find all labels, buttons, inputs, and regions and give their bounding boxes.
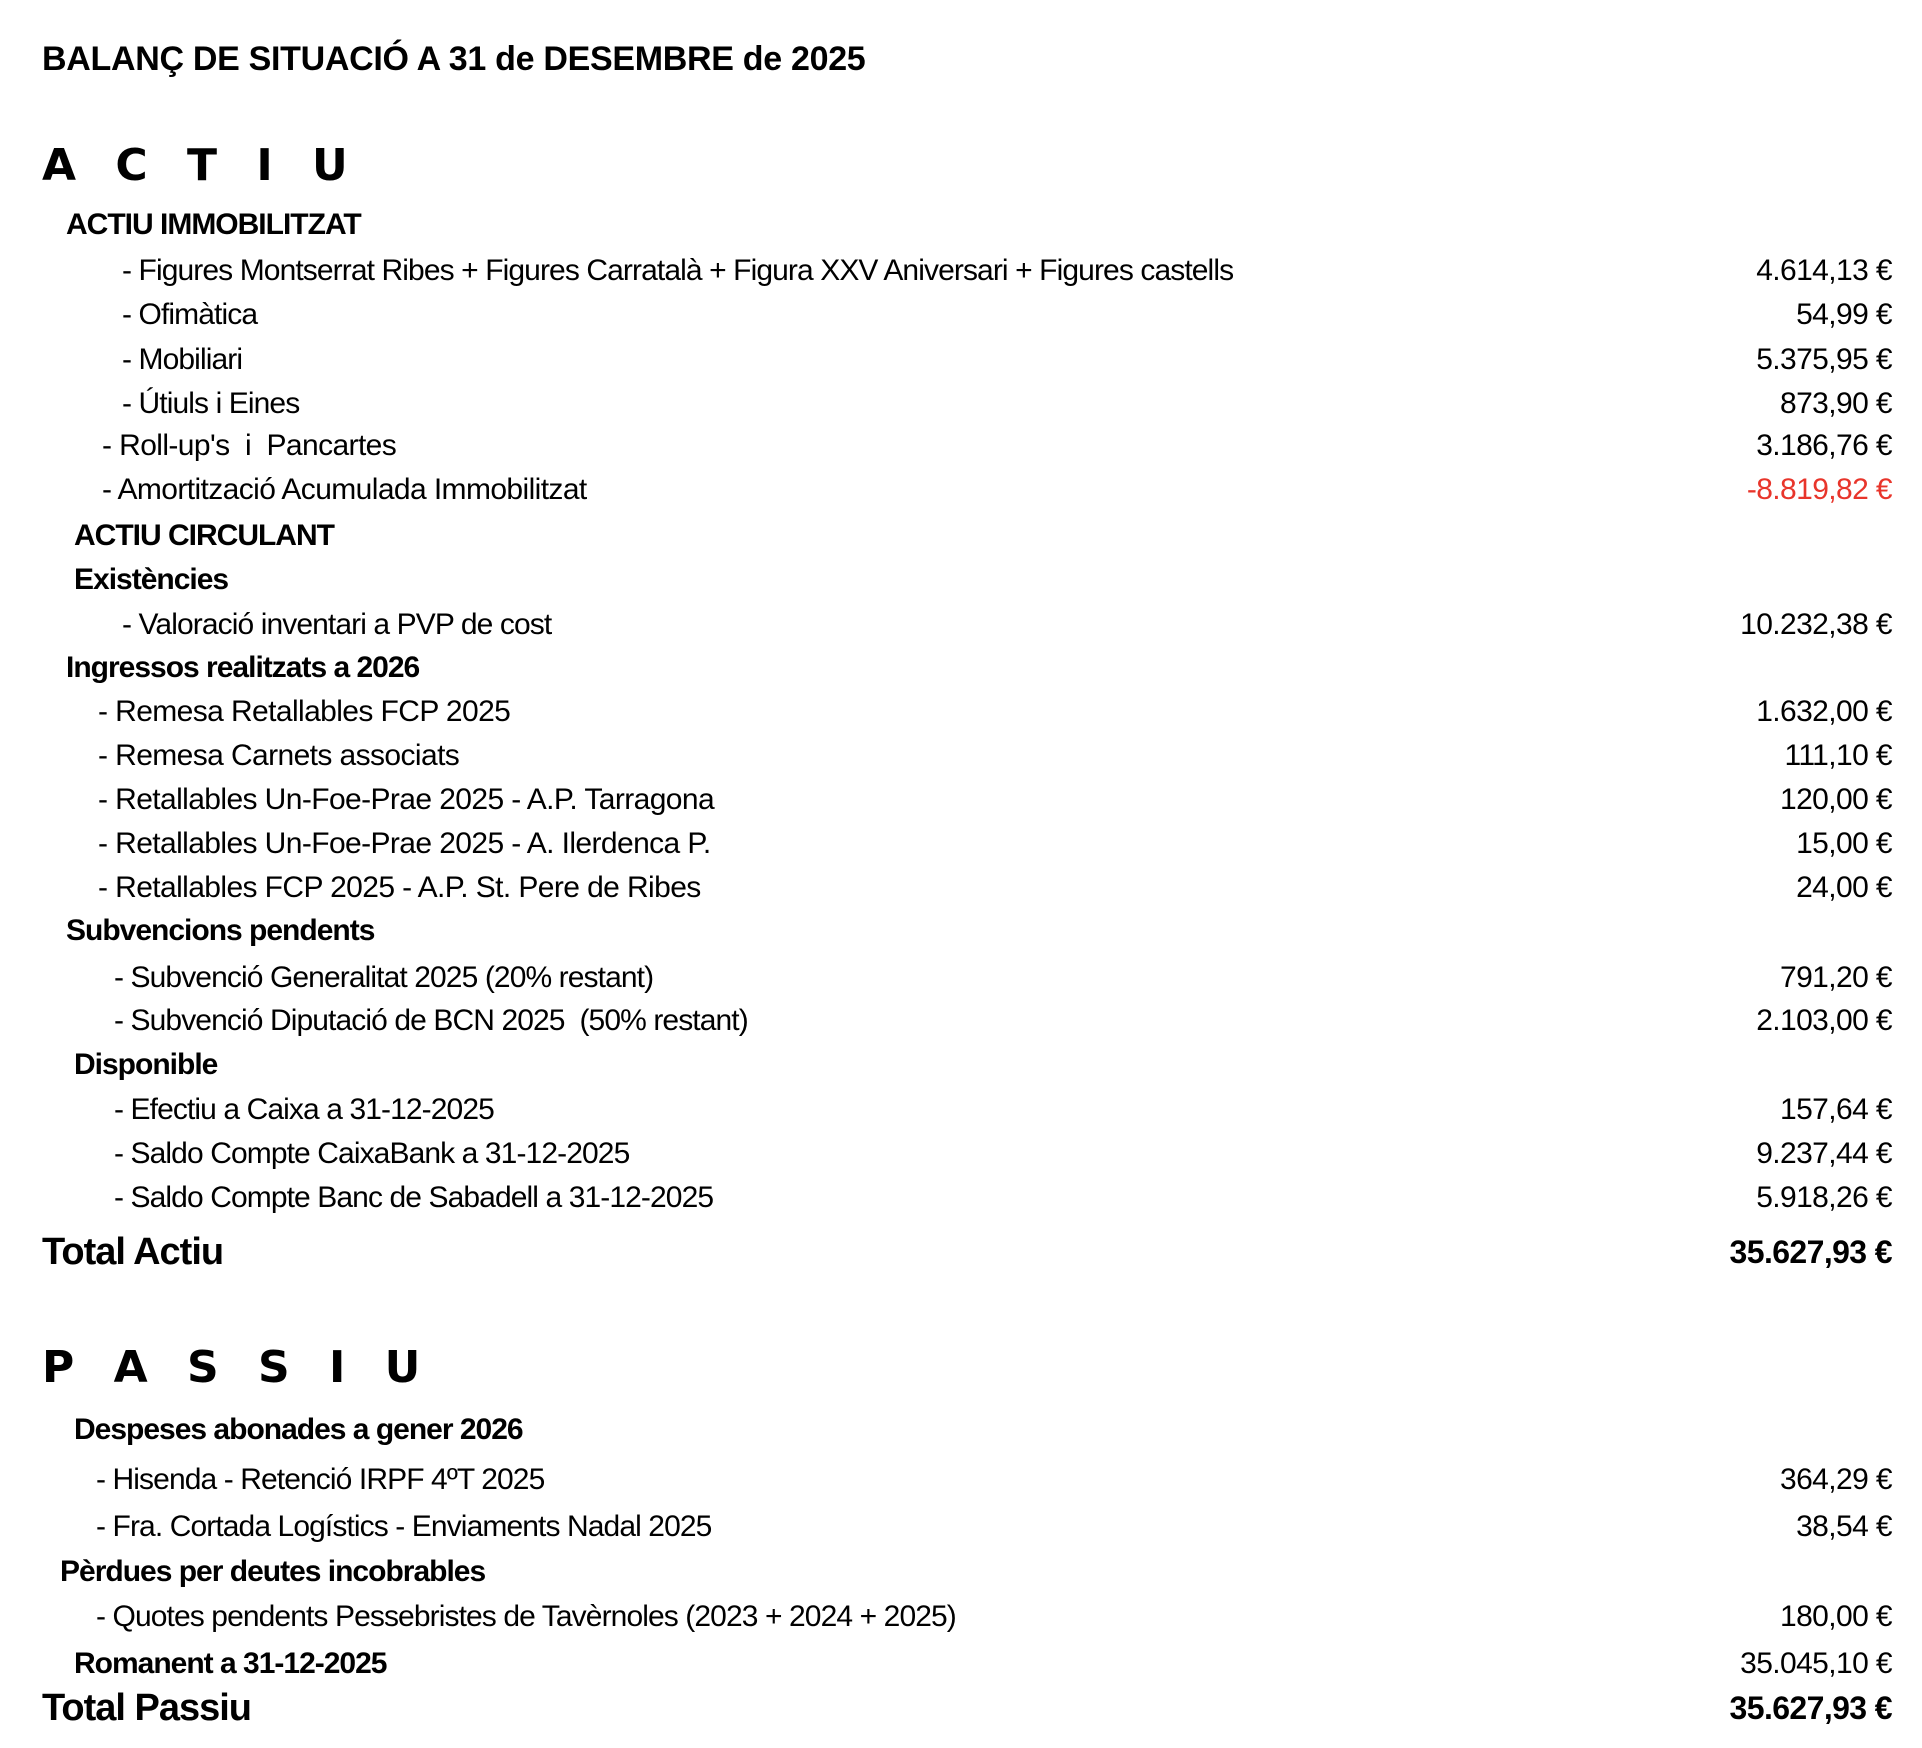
line-item bbox=[0, 1090, 1922, 1130]
total-actiu-amount: 35.627,93 € bbox=[1729, 1234, 1892, 1270]
line-item-amount: 1.632,00 € bbox=[1756, 695, 1892, 728]
line-item-amount: 24,00 € bbox=[1796, 871, 1892, 904]
line-item bbox=[0, 736, 1922, 776]
total-passiu-amount: 35.627,93 € bbox=[1729, 1690, 1892, 1726]
line-item-label: - Retallables FCP 2025 - A.P. St. Pere de Ribes bbox=[98, 871, 701, 904]
line-item bbox=[0, 1001, 1922, 1041]
line-item-amount: 4.614,13 € bbox=[1756, 254, 1892, 287]
line-item bbox=[0, 384, 1922, 424]
line-item bbox=[0, 251, 1922, 291]
total-actiu-label: Total Actiu bbox=[42, 1231, 224, 1273]
group-label: ACTIU CIRCULANT bbox=[74, 519, 334, 552]
line-item-label: - Útiuls i Eines bbox=[122, 387, 300, 420]
line-item-amount: 873,90 € bbox=[1780, 387, 1892, 420]
group-label: Pèrdues per deutes incobrables bbox=[60, 1555, 486, 1588]
line-item-amount: 3.186,76 € bbox=[1756, 429, 1892, 462]
total-passiu-row bbox=[0, 1688, 1922, 1728]
line-item-label: - Quotes pendents Pessebristes de Tavèrnoles (2023 + 2024 + 2025) bbox=[96, 1600, 956, 1633]
group-header-perdues bbox=[0, 1552, 1922, 1592]
document-title: BALANÇ DE SITUACIÓ A 31 de DESEMBRE de 2025 bbox=[42, 40, 866, 78]
line-item bbox=[0, 605, 1922, 645]
subgroup-header-subvencions bbox=[0, 911, 1922, 951]
line-item-amount: 2.103,00 € bbox=[1756, 1004, 1892, 1037]
line-item-label: - Retallables Un-Foe-Prae 2025 - A.P. Tarragona bbox=[98, 783, 715, 816]
line-item bbox=[0, 470, 1922, 510]
group-header-actiu-circulant bbox=[0, 516, 1922, 556]
passiu-heading: P A S S I U bbox=[42, 1342, 433, 1393]
subgroup-label: Ingressos realitzats a 2026 bbox=[66, 651, 420, 684]
line-item-label: - Subvenció Diputació de BCN 2025 (50% restant) bbox=[114, 1004, 748, 1037]
group-label: ACTIU IMMOBILITZAT bbox=[66, 208, 361, 241]
line-item-amount: 157,64 € bbox=[1780, 1093, 1892, 1126]
line-item-label: - Saldo Compte Banc de Sabadell a 31-12-2025 bbox=[114, 1181, 714, 1214]
actiu-heading: A C T I U bbox=[42, 140, 360, 191]
line-item-amount: 364,29 € bbox=[1780, 1463, 1892, 1496]
line-item-label: - Remesa Carnets associats bbox=[98, 739, 460, 772]
line-item-label: - Retallables Un-Foe-Prae 2025 - A. Ilerdenca P. bbox=[98, 827, 711, 860]
romanent-row bbox=[0, 1644, 1922, 1684]
total-actiu-row bbox=[0, 1232, 1922, 1272]
line-item bbox=[0, 1178, 1922, 1218]
line-item-label: - Fra. Cortada Logístics - Enviaments Nadal 2025 bbox=[96, 1510, 712, 1543]
subgroup-label: Subvencions pendents bbox=[66, 914, 375, 947]
subgroup-label: Existències bbox=[74, 563, 229, 596]
group-header-despeses bbox=[0, 1410, 1922, 1450]
line-item-label: - Ofimàtica bbox=[122, 298, 258, 331]
romanent-label: Romanent a 31-12-2025 bbox=[74, 1647, 387, 1680]
line-item bbox=[0, 340, 1922, 380]
line-item-label: - Hisenda - Retenció IRPF 4ºT 2025 bbox=[96, 1463, 545, 1496]
line-item bbox=[0, 295, 1922, 335]
line-item bbox=[0, 1597, 1922, 1637]
line-item-label: - Figures Montserrat Ribes + Figures Carratalà + Figura XXV Aniversari + Figures castells bbox=[122, 254, 1234, 287]
line-item-amount: 10.232,38 € bbox=[1740, 608, 1892, 641]
subgroup-header-disponible bbox=[0, 1045, 1922, 1085]
subgroup-header-ingressos bbox=[0, 648, 1922, 688]
line-item-amount: 180,00 € bbox=[1780, 1600, 1892, 1633]
subgroup-label: Disponible bbox=[74, 1048, 218, 1081]
line-item-amount: 111,10 € bbox=[1784, 739, 1892, 772]
line-item-amount: 38,54 € bbox=[1796, 1510, 1892, 1543]
line-item bbox=[0, 868, 1922, 908]
line-item-label: - Roll-up's i Pancartes bbox=[102, 429, 397, 462]
line-item-amount-negative: -8.819,82 € bbox=[1746, 473, 1892, 506]
romanent-amount: 35.045,10 € bbox=[1740, 1647, 1892, 1680]
line-item bbox=[0, 824, 1922, 864]
line-item-label: - Saldo Compte CaixaBank a 31-12-2025 bbox=[114, 1137, 630, 1170]
line-item bbox=[0, 1134, 1922, 1174]
line-item-amount: 9.237,44 € bbox=[1756, 1137, 1892, 1170]
line-item-label: - Amortització Acumulada Immobilitzat bbox=[102, 473, 587, 506]
line-item-amount: 15,00 € bbox=[1796, 827, 1892, 860]
line-item bbox=[0, 1460, 1922, 1500]
group-label: Despeses abonades a gener 2026 bbox=[74, 1413, 523, 1446]
line-item-label: - Remesa Retallables FCP 2025 bbox=[98, 695, 511, 728]
line-item bbox=[0, 1507, 1922, 1547]
line-item-label: - Subvenció Generalitat 2025 (20% restant) bbox=[114, 961, 654, 994]
line-item-amount: 54,99 € bbox=[1796, 298, 1892, 331]
line-item-amount: 791,20 € bbox=[1780, 961, 1892, 994]
subgroup-header-existencies bbox=[0, 560, 1922, 600]
line-item-amount: 5.918,26 € bbox=[1756, 1181, 1892, 1214]
total-passiu-label: Total Passiu bbox=[42, 1687, 252, 1729]
group-header-actiu-immobilitzat bbox=[0, 205, 1922, 245]
line-item-label: - Efectiu a Caixa a 31-12-2025 bbox=[114, 1093, 494, 1126]
line-item-label: - Mobiliari bbox=[122, 343, 243, 376]
line-item-label: - Valoració inventari a PVP de cost bbox=[122, 608, 552, 641]
line-item bbox=[0, 426, 1922, 466]
line-item bbox=[0, 692, 1922, 732]
line-item bbox=[0, 780, 1922, 820]
line-item-amount: 120,00 € bbox=[1780, 783, 1892, 816]
line-item bbox=[0, 958, 1922, 998]
line-item-amount: 5.375,95 € bbox=[1756, 343, 1892, 376]
